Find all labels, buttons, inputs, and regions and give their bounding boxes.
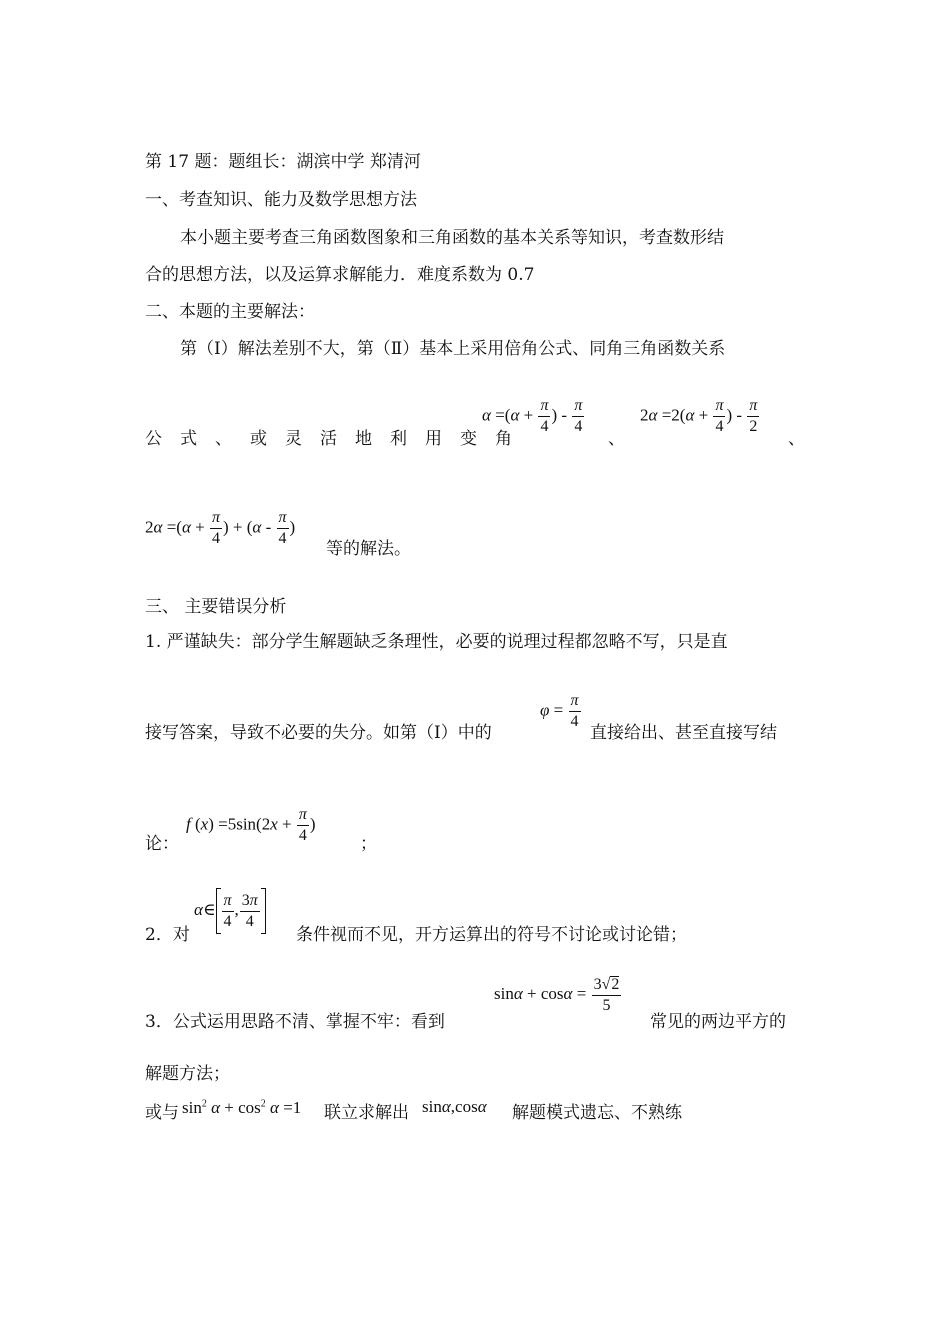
item1-line2-suffix: 直接给出、甚至直接写结 <box>590 723 777 743</box>
formula-sin-cos: sinα,cosα <box>422 1097 487 1116</box>
item1-line1: 1. 严谨缺失：部分学生解题缺乏条理性，必要的说理过程都忽略不写，只是直 <box>145 632 728 652</box>
item3-continuation: 解题方法； <box>145 1064 230 1084</box>
separator-1: 、 <box>608 429 625 449</box>
section2-line3-suffix: 等的解法。 <box>326 539 411 559</box>
item4-mid: 联立求解出 <box>324 1103 409 1123</box>
formula-alpha-transform: α =(α + $\frac{\pi}{4}$ ) - $\frac{\pi}{4}$ <box>482 397 583 435</box>
section2-line1: 第（Ⅰ）解法差别不大，第（Ⅱ）基本上采用倍角公式、同角三角函数关系 <box>180 339 726 359</box>
formula-2alpha-sum: 2α =(α + $\frac{\pi}{4}$ ) + (α - $\frac{\pi}{4}$ ) <box>145 509 296 547</box>
formula-phi: φ = $\frac{\pi}{4}$ <box>540 692 579 730</box>
item4-suffix: 解题模式遗忘、不熟练 <box>512 1103 682 1123</box>
item2-suffix: 条件视而不见，开方运算出的符号不讨论或讨论错； <box>296 925 687 945</box>
item3-prefix: 3．公式运用思路不清、掌握不牢：看到 <box>145 1012 445 1032</box>
item2-prefix: 2．对 <box>145 925 190 945</box>
formula-pythagorean-identity: $\sin^2 \alpha + \cos^2 \alpha =1$ <box>182 1098 302 1117</box>
section1-title: 一、考查知识、能力及数学思想方法 <box>145 190 417 210</box>
separator-2: 、 <box>788 429 805 449</box>
formula-f-x: f (x) =5sin(2x + $\frac{\pi}{4}$ ) <box>186 806 316 844</box>
formula-2alpha-transform: 2α =2(α + $\frac{\pi}{4}$ ) - $\frac{\pi}{2}$ <box>640 397 758 435</box>
formula-sin-plus-cos: sinα + cosα = $\frac{3√2}{5}$ <box>494 976 620 1014</box>
section2-line2-prefix: 公式、或灵活地利用变角 <box>145 429 530 449</box>
section1-para-line2: 合的思想方法，以及运算求解能力．难度系数为 0.7 <box>145 265 535 285</box>
item1-line3-suffix: ； <box>360 834 377 854</box>
problem-header: 第 17 题：题组长：湖滨中学 郑清河 <box>145 152 421 172</box>
section3-title: 三、 主要错误分析 <box>145 597 287 617</box>
section2-title: 二、本题的主要解法： <box>145 302 315 322</box>
item1-line2-prefix: 接写答案，导致不必要的失分。如第（Ⅰ）中的 <box>145 723 492 743</box>
section1-para-line1: 本小题主要考查三角函数图象和三角函数的基本关系等知识，考查数形结 <box>180 228 724 248</box>
item1-line3-prefix: 论： <box>145 834 179 854</box>
item3-suffix: 常见的两边平方的 <box>650 1012 786 1032</box>
formula-alpha-interval: α∈ $\frac{\pi}{4}$ , $\frac{3\pi}{4}$ <box>194 888 266 934</box>
item4-prefix: 或与 <box>145 1103 179 1123</box>
